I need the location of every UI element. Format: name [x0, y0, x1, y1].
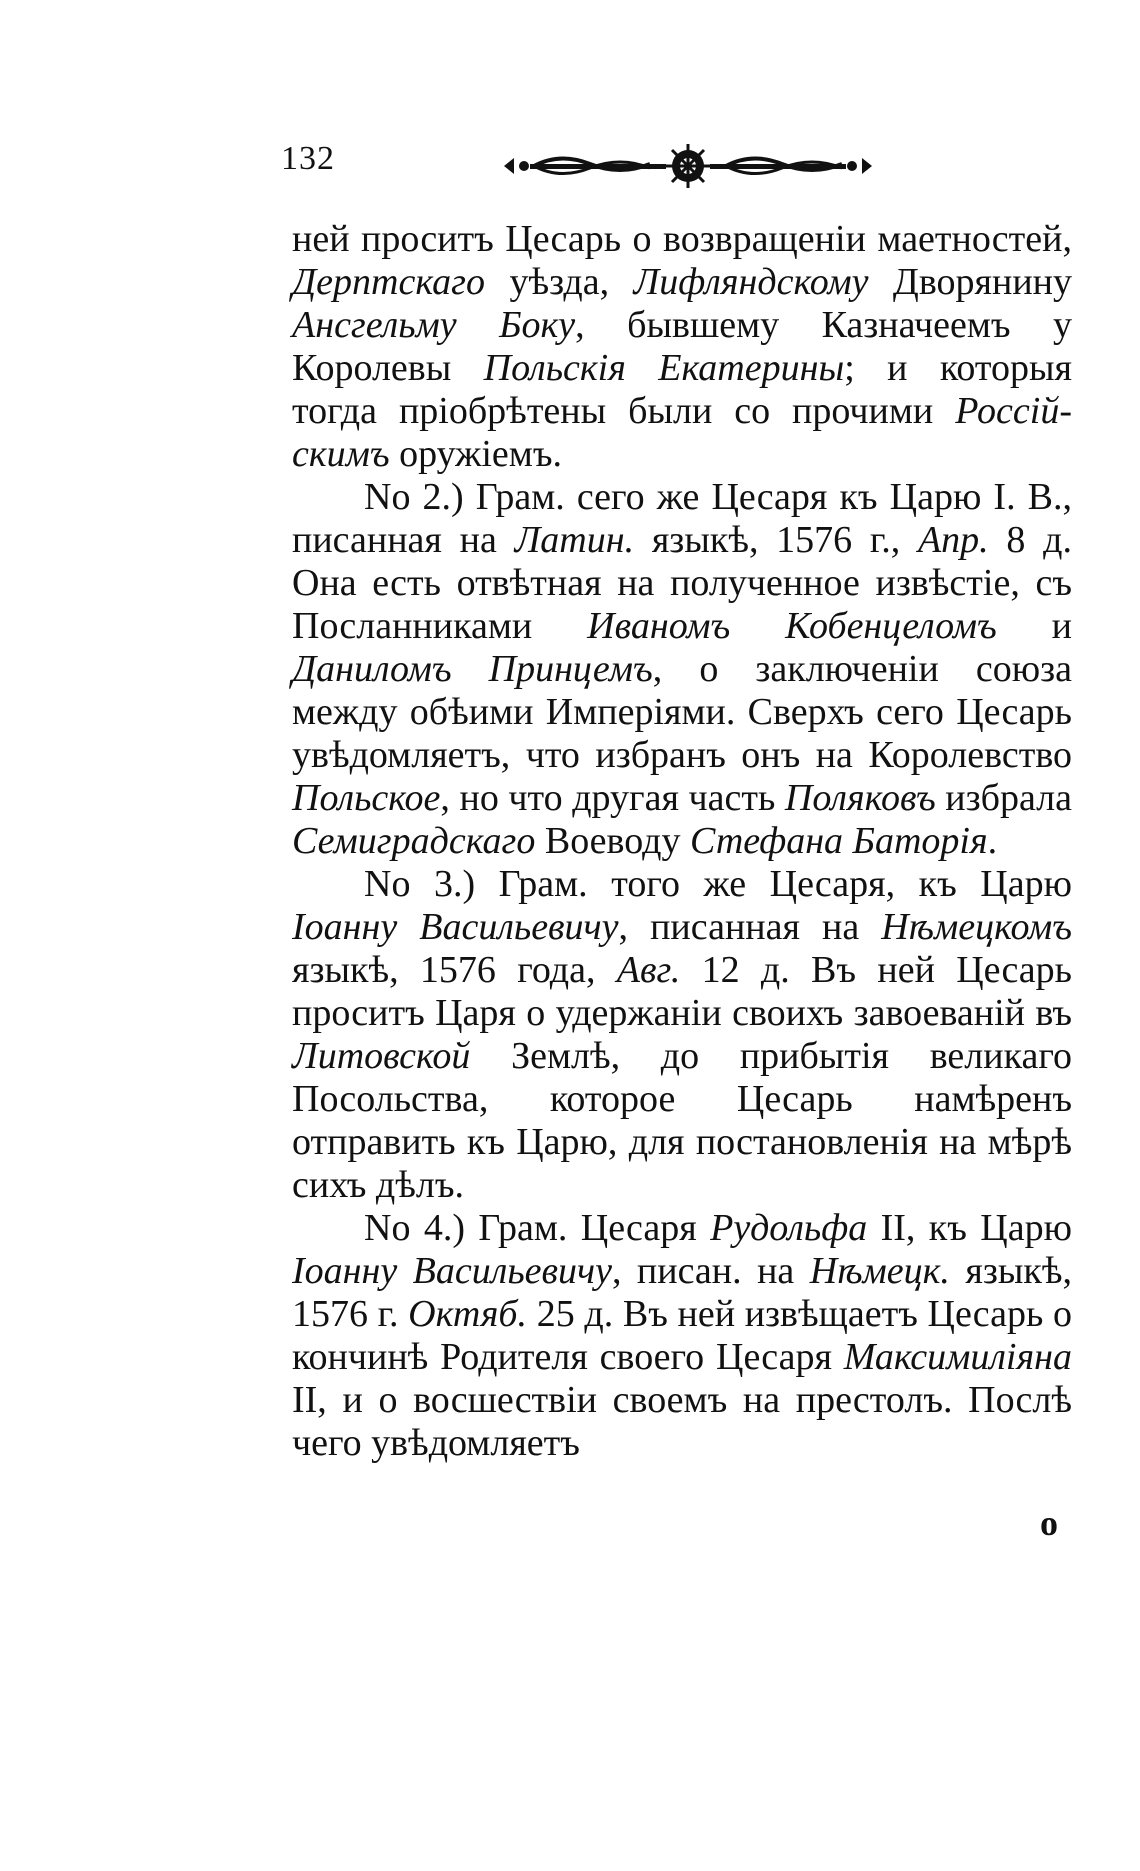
text-span: No 3.) Грам. того же Цесаря, къ Царю: [364, 863, 1072, 905]
italic-text-span: Ансгельму Боку: [292, 304, 576, 346]
text-span: Дворянину: [868, 261, 1072, 303]
text-span: 8 д. Она есть отвѣтная на полученное извѣстiе, съ Посланниками: [292, 519, 1072, 647]
text-span: 25 д. Въ ней извѣщаетъ Цесарь о кончинѣ Родителя своего Цесаря: [292, 1293, 1072, 1378]
italic-text-span: Даниломъ Принцемъ: [292, 648, 653, 690]
italic-text-span: Стефана Баторiя: [689, 820, 988, 862]
italic-text-span: Iоанну Васильевичу: [292, 906, 619, 948]
italic-text-span: Дерптскаго: [292, 261, 486, 303]
text-span: избрала: [935, 777, 1072, 819]
italic-text-span: Польскiя Екатерины: [483, 347, 845, 389]
italic-text-span: Литовской: [292, 1035, 471, 1077]
text-span: языкѣ, 1576 года,: [292, 949, 617, 991]
italic-text-span: Польское: [292, 777, 441, 819]
text-span: ; и которыя тогда прiобрѣтены были со прочими: [292, 347, 1072, 432]
text-span: II, къ Царю: [867, 1207, 1073, 1249]
paragraph: [292, 218, 1072, 476]
page-number: 132: [281, 140, 335, 177]
italic-text-span: Нѣмецкомъ: [881, 906, 1072, 948]
italic-text-span: Авг.: [616, 949, 681, 991]
italic-text-span: Иваномъ Кобенцеломъ: [587, 605, 997, 647]
paragraph: [292, 863, 1072, 1207]
italic-text-span: Максимилiяна: [843, 1336, 1072, 1378]
text-span: , но что другая часть: [440, 777, 785, 819]
italic-text-span: Рудольфа: [710, 1207, 868, 1249]
text-span: языкѣ, 1576 г.,: [634, 519, 918, 561]
text-span: II, и о восшествiи своемъ на престолъ. Послѣ чего увѣдомляетъ: [292, 1379, 1072, 1464]
ornament-headpiece-icon: [500, 140, 876, 192]
text-span: Землѣ, до прибытiя великаго Посольства, которое Цесарь намѣренъ отправить къ Царю, для постановленiя на мѣрѣ сихъ дѣлъ.: [292, 1035, 1072, 1206]
italic-text-span: Апр.: [917, 519, 989, 561]
body-text: [292, 218, 1072, 1465]
text-span: No 4.) Грам. Цесаря: [364, 1207, 711, 1249]
text-span: , писан. на: [611, 1250, 810, 1292]
italic-text-span: Лифляндскому: [633, 261, 869, 303]
text-span: .: [987, 820, 998, 862]
italic-text-span: Россiйскимъ: [292, 390, 1072, 475]
text-span: уѣзда,: [485, 261, 634, 303]
text-span: и: [996, 605, 1072, 647]
italic-text-span: Iоанну Васильевичу: [292, 1250, 612, 1292]
italic-text-span: Нѣмецк.: [809, 1250, 950, 1292]
text-span: , о заключенiи союза между обѣими Имперiями. Сверхъ сего Цесарь увѣдомляетъ, что избранъ онъ на Королевство: [292, 648, 1072, 776]
italic-text-span: Семиградскаго: [292, 820, 536, 862]
italic-text-span: Октяб.: [408, 1293, 528, 1335]
text-span: No 2.) Грам. сего же Цесаря къ Царю I. В., писанная на: [292, 476, 1072, 561]
italic-text-span: Поляковъ: [784, 777, 936, 819]
text-span: , писанная на: [618, 906, 882, 948]
italic-text-span: Латин.: [514, 519, 635, 561]
text-span: , бывшему Казначеемъ у Королевы: [292, 304, 1072, 389]
text-span: языкѣ, 1576 г.: [292, 1250, 1073, 1335]
catchword: о: [1040, 1503, 1058, 1543]
text-span: ней проситъ Цесарь о возвращенiи маетностей,: [292, 218, 1072, 260]
paragraph: [292, 1207, 1072, 1465]
text-span: 12 д. Въ ней Цесарь проситъ Царя о удержанiи своихъ завоеванiй въ: [292, 949, 1072, 1034]
paragraph: [292, 476, 1072, 863]
text-span: Воеводу: [535, 820, 690, 862]
text-span: оружiемъ.: [389, 433, 562, 475]
